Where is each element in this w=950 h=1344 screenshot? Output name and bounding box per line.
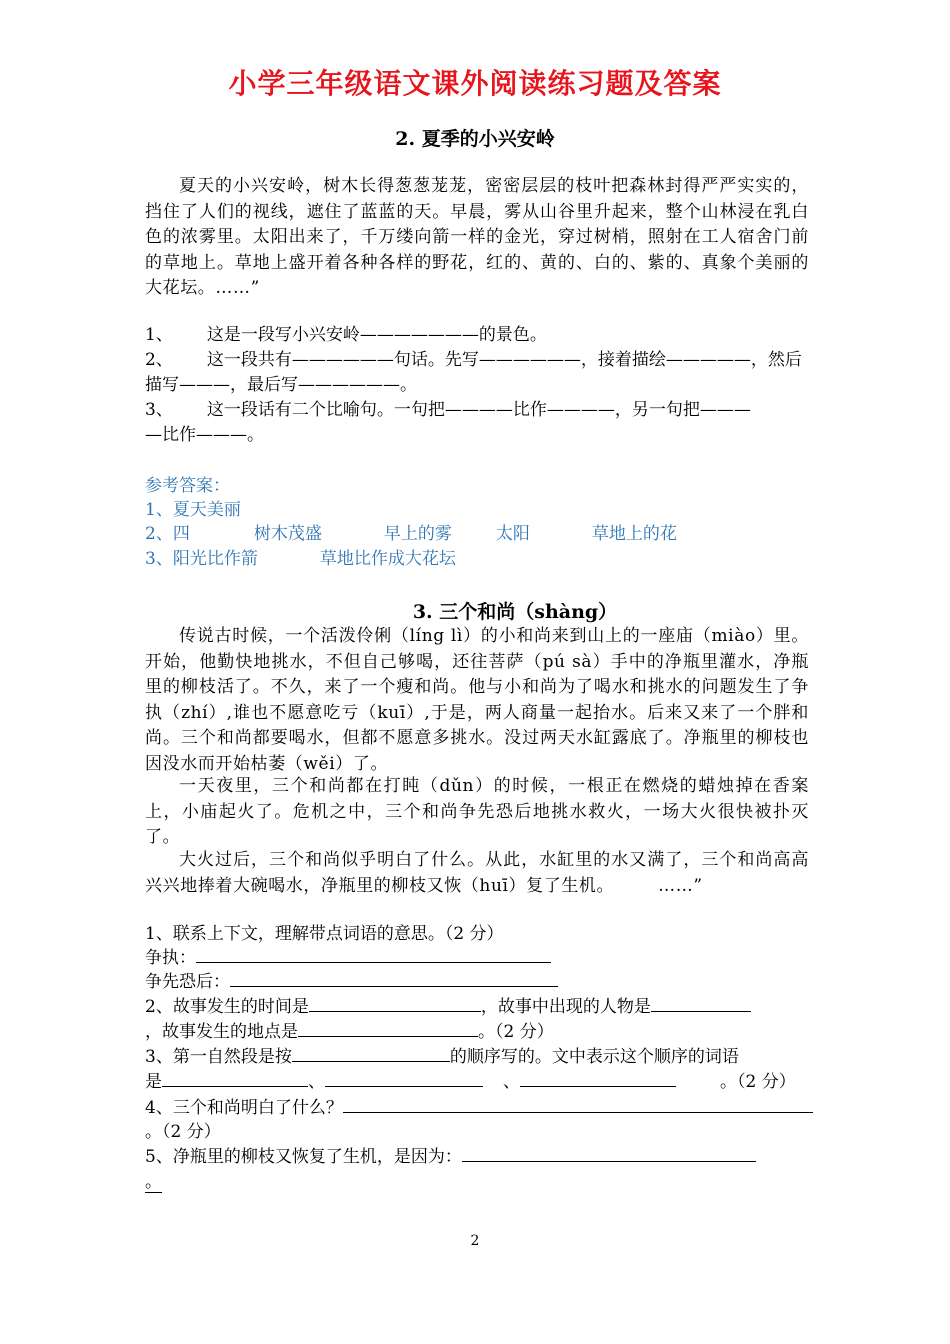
answer-blank[interactable] [292,1045,450,1062]
answer-blank[interactable] [520,1070,676,1087]
section2-heading: 2. 夏季的小兴安岭 [395,128,555,150]
section3-paragraph-1: 传说古时候，一个活泼伶俐（líng lì）的小和尚来到山上的一座庙（miào）里。开始，他勤快地挑水，不但自己够喝，还往菩萨（pú sà）手中的净瓶里灌水，净瓶里的柳枝活了。不久，来了一个瘦和尚。他与小和尚为了喝水和挑水的问题发生了争执（zhí）,谁也不愿意吃亏（kuī）,于是，两人商量一起抬水。后来又来了一个胖和尚。三个和尚都要喝水，但都不愿意多挑水。没过两天水缸露底了。净瓶里的柳枝也因没水而开始枯萎（wěi）了。 [145,626,809,774]
s3-question-1b: 争先恐后： [145,970,835,994]
answer-blank[interactable] [325,1070,483,1087]
s3-question-1a: 争执： [145,946,835,970]
section3-paragraph-2: 一天夜里，三个和尚都在打盹（dǔn）的时候，一根正在燃烧的蜡烛掉在香案上，小庙起火了。危机之中，三个和尚争先恐后地挑水救火，一场大火很快被扑灭了。 [145,776,809,847]
answer-2: 2、四 树木茂盛 早上的雾 太阳 草地上的花 [145,524,677,544]
section2-passage: 夏天的小兴安岭，树木长得葱葱茏茏，密密层层的枝叶把森林封得严严实实的，挡住了人们的视线，遮住了蓝蓝的天。早晨，雾从山谷里升起来，整个山林浸在乳白色的浓雾里。太阳出来了，千万缕向箭一样的金光，穿过树梢，照射在工人宿舍门前的草地上。草地上盛开着各种各样的野花，红的、黄的、白的、紫的、真象个美丽的大花坛。……” [145,176,809,298]
section3-heading: 3. 三个和尚（shàng） [412,601,618,623]
answer-1: 1、夏天美丽 [145,500,241,520]
s3-question-3-cont: 是 、 、 。（2 分） [145,1072,796,1092]
answer-label: 参考答案： [145,476,230,496]
answer-blank[interactable] [230,970,558,987]
answer-3: 3、阳光比作箭 草地比作成大花坛 [145,549,456,569]
answer-blank[interactable] [298,1020,478,1037]
section3-paragraph-3: 大火过后，三个和尚似乎明白了什么。从此，水缸里的水又满了，三个和尚高高兴兴地捧着大碗喝水，净瓶里的柳枝又恢（huī）复了生机。 ……” [145,850,809,896]
s3-question-4: 4、三个和尚明白了什么？ [145,1096,835,1120]
answer-blank[interactable] [651,995,751,1012]
s3-question-1: 1、联系上下文，理解带点词语的意思。（2 分） [145,924,504,944]
s2-question-3: 3、 这一段话有二个比喻句。一句把————比作————，另一句把——— [145,400,751,420]
answer-blank[interactable] [309,995,481,1012]
s2-question-2: 2、 这一段共有——————句话。先写——————，接着描绘—————，然后 [145,350,802,370]
page-number: 2 [470,1233,480,1249]
answer-blank[interactable] [162,1070,308,1087]
s3-question-3: 3、第一自然段是按 的顺序写的。文中表示这个顺序的词语 [145,1047,739,1067]
s3-question-5: 5、净瓶里的柳枝又恢复了生机，是因为： [145,1145,835,1169]
answer-blank[interactable] [462,1145,756,1162]
s3-question-2: 2、故事发生的时间是 ，故事中出现的人物是 [145,995,835,1019]
answer-blank[interactable] [343,1096,813,1113]
s2-question-3-cont: —比作———。 [145,425,264,445]
s2-question-1: 1、 这是一段写小兴安岭———————的景色。 [145,325,547,345]
s2-question-2-cont: 描写———，最后写——————。 [145,375,417,395]
s3-question-4-cont: 。（2 分） [145,1122,221,1142]
document-title: 小学三年级语文课外阅读练习题及答案 [228,67,722,100]
answer-blank[interactable] [196,946,551,963]
s3-question-5-cont: 。 [145,1172,162,1192]
s3-question-2-cont: ，故事发生的地点是 。（2 分） [145,1022,554,1042]
